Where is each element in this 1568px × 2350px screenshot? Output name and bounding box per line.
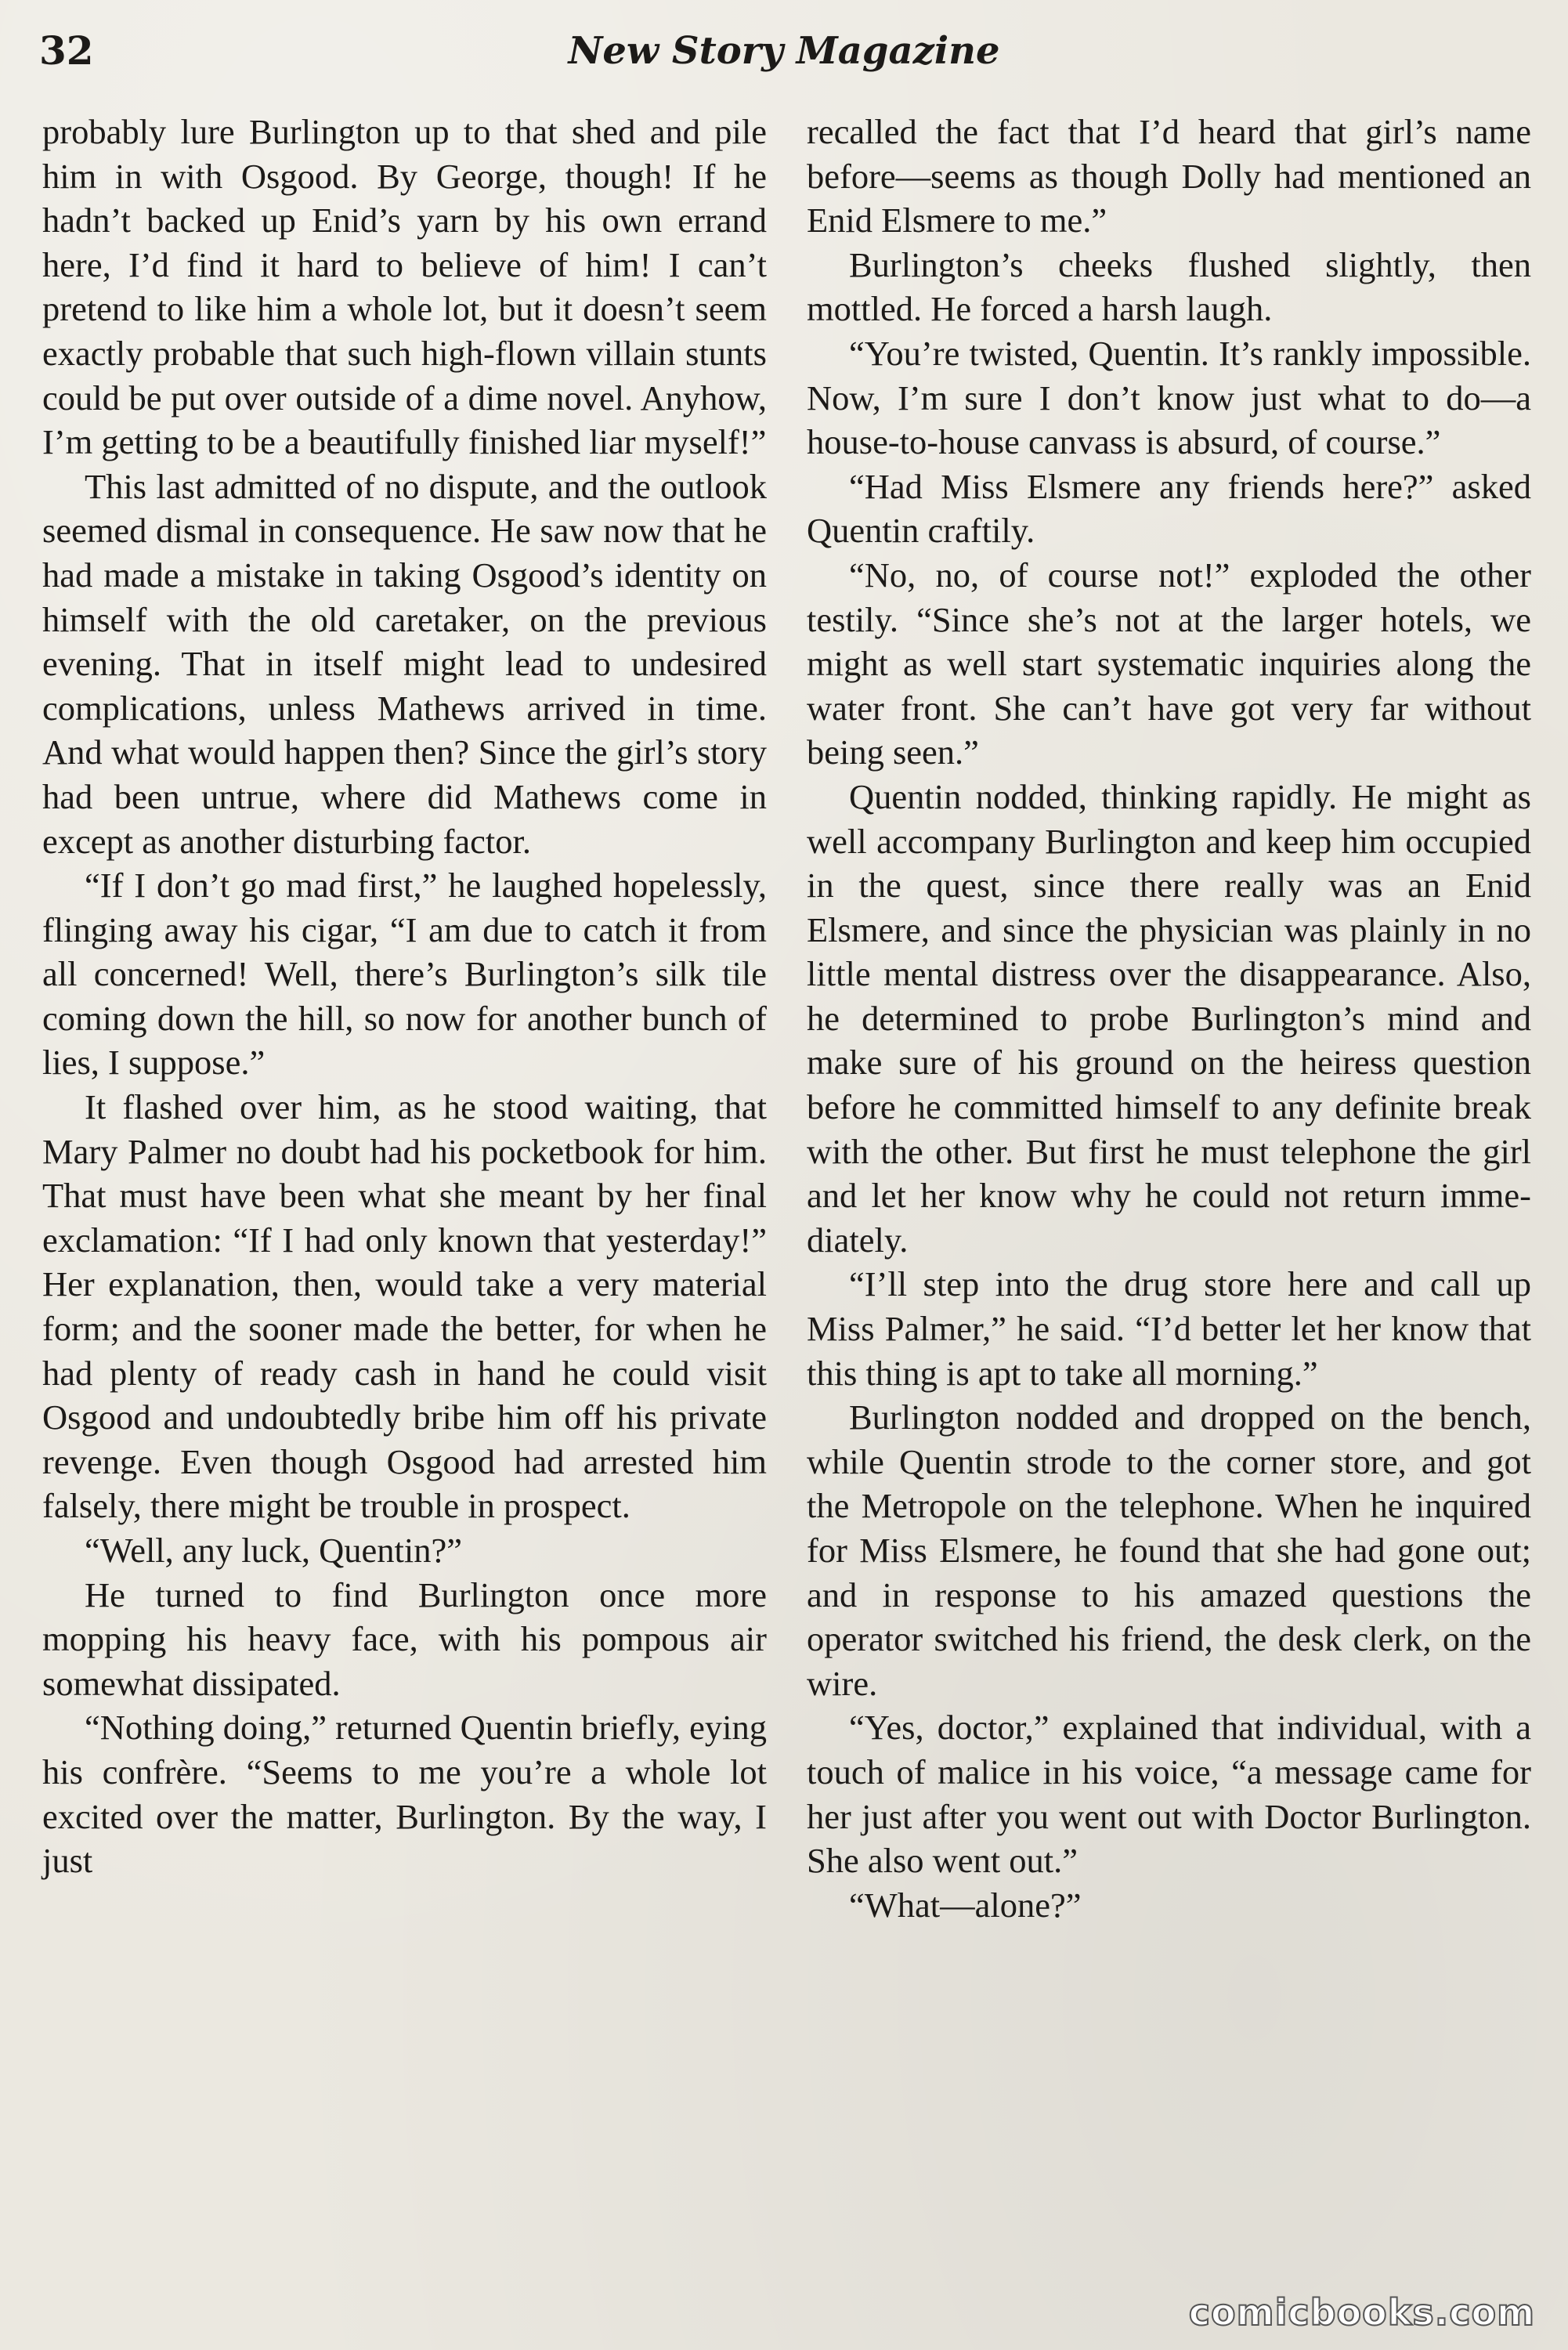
- left-column: [42, 110, 767, 1883]
- paragraph: “Well, any luck, Quentin?”: [85, 1531, 463, 1570]
- paragraph: “You’re twisted, Quentin. It’s rankly impossible. Now, I’m sure I don’t know just what to do—a house-to-house canvass is absurd, of course.”: [807, 333, 1531, 462]
- paragraph: recalled the fact that I’d heard that girl’s name before—seems as though Dolly had mentioned an Enid Elsmere to me.”: [807, 112, 1531, 240]
- paragraph: “If I don’t go mad first,” he laughed hopelessly, flinging away his cigar, “I am due to catch it from all concerned! Well, there’s Burlington’s silk tile coming down the hill, so now for another bunch of lies, I suppose.”: [42, 866, 767, 1083]
- paragraph: “I’ll step into the drug store here and call up Miss Palmer,” he said. “I’d better let her know that this thing is apt to take all morning.”: [807, 1264, 1531, 1393]
- paragraph: Burlington nodded and dropped on the bench, while Quentin strode to the corner store, and got the Metropole on the telephone. When he inquired for Miss Elsmere, he found that she had gone out; and in response to his amazed questions the operator switched his friend, the desk clerk, on the wire.: [807, 1397, 1531, 1703]
- magazine-title: New Story Magazine: [568, 29, 1000, 73]
- paragraph: probably lure Burlington up to that shed and pile him in with Osgood. By George, though! If he hadn’t backed up Enid’s yarn by his own errand here, I’d find it hard to believe of him! I can’t pretend to like him a whole lot, but it doesn’t seem exactly probable that such high-flown villain stunts could be put over outside of a dime novel. Anyhow, I’m getting to be a beautifully finished liar myself!”: [42, 112, 767, 462]
- paragraph: “Had Miss Elsmere any friends here?” asked Quentin craftily.: [807, 466, 1531, 551]
- page-number: 32: [39, 27, 94, 74]
- page-header: [39, 24, 1529, 78]
- paragraph: “Nothing doing,” returned Quentin briefly, eying his confrère. “Seems to me you’re a whole lot excited over the matter, Burlington. By the way, I just: [42, 1708, 767, 1881]
- paragraph: He turned to find Burlington once more mopping his heavy face, with his pompous air somewhat dissipated.: [42, 1574, 767, 1703]
- paragraph: “What—alone?”: [849, 1885, 1082, 1925]
- right-column: [807, 110, 1531, 1927]
- watermark: comicbooks.com: [1188, 2291, 1535, 2334]
- paragraph: It flashed over him, as he stood waiting, that Mary Palmer no doubt had his pocketbook for him. That must have been what she meant by her final exclamation: “If I had only known that yesterday!” Her explanation, then, would take a very material form; and the sooner made the better, for when he had plenty of ready cash in hand he could visit Osgood and undoubtedly bribe him off his private revenge. Even though Osgood had arrested him falsely, there might be trouble in prospect.: [42, 1087, 767, 1526]
- paragraph: “Yes, doctor,” explained that individual, with a touch of malice in his voice, “a message came for her just after you went out with Doctor Burlington. She also went out.”: [807, 1708, 1531, 1881]
- paragraph: Burlington’s cheeks flushed slightly, then mottled. He forced a harsh laugh.: [807, 244, 1531, 329]
- paragraph: Quentin nodded, thinking rapidly. He might as well accompany Burlington and keep him occupied in the quest, since there really was an Enid Elsmere, and since the physician was plainly in no little mental distress over the disappearance. Also, he determined to probe Burlington’s mind and make sure of his ground on the heiress question before he committed himself to any definite break with the other. But first he must telephone the girl and let her know why he could not return immediately.: [807, 776, 1531, 1260]
- paragraph: This last admitted of no dispute, and the outlook seemed dismal in consequence. He saw now that he had made a mistake in taking Osgood’s identity on himself with the old caretaker, on the previous evening. That in itself might lead to undesired complications, unless Mathews arrived in time. And what would happen then? Since the girl’s story had been untrue, where did Mathews come in except as another disturbing factor.: [42, 466, 767, 861]
- paragraph: “No, no, of course not!” exploded the other testily. “Since she’s not at the larger hotels, we might as well start systematic inquiries along the water front. She can’t have got very far without being seen.”: [807, 555, 1531, 772]
